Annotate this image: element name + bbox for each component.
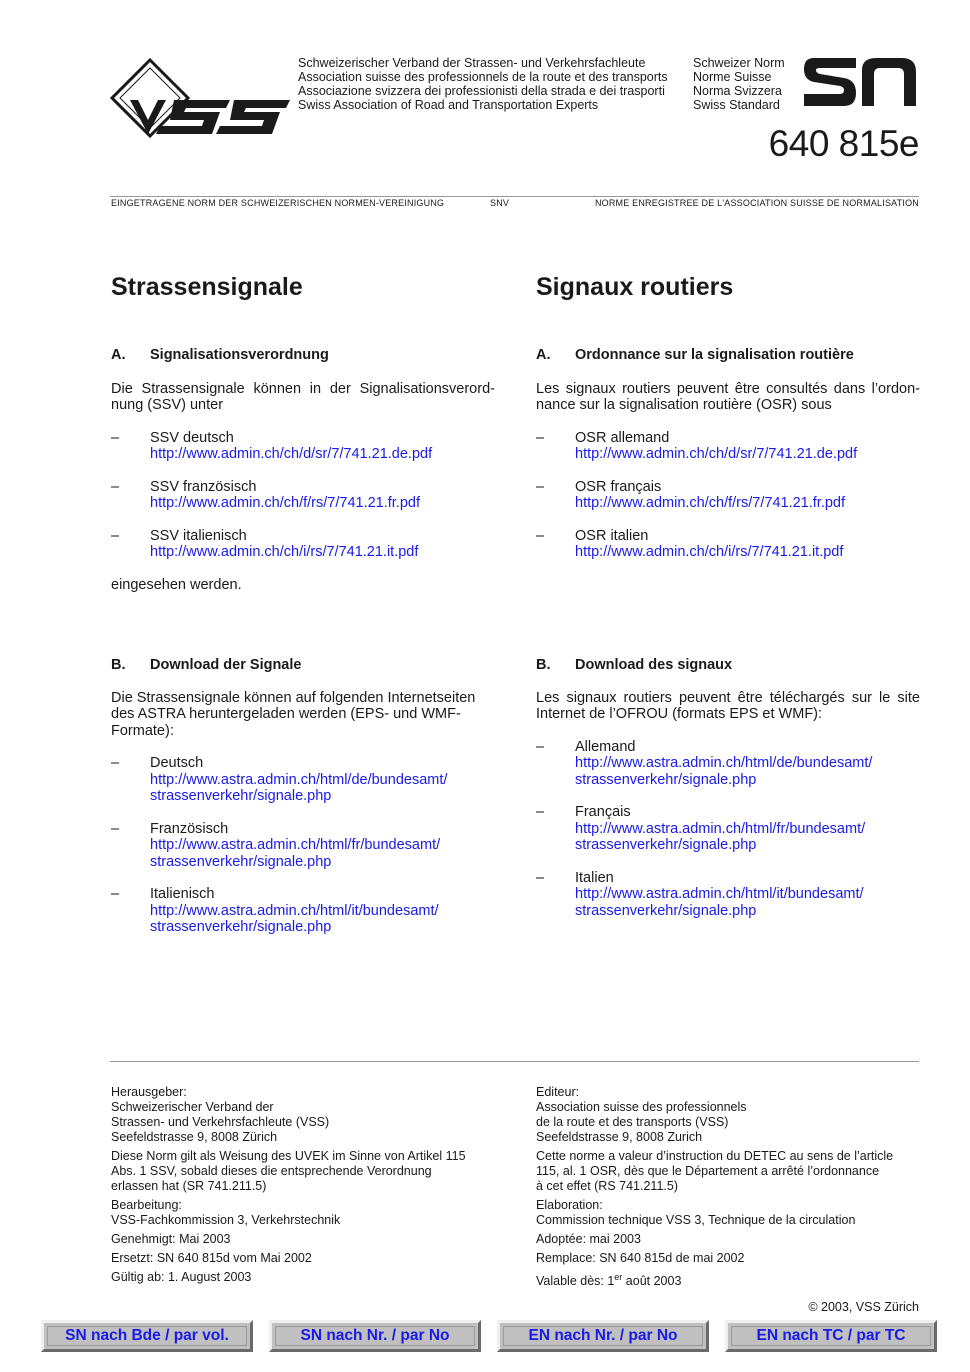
section-number: B. — [536, 657, 551, 673]
list-item — [536, 804, 920, 854]
approved-line: Genehmigt: Mai 2003 — [111, 1232, 231, 1246]
item-label: OSR allemand — [575, 429, 670, 446]
section-title: Signalisationsverordnung — [150, 347, 329, 363]
footer-right — [536, 1085, 920, 1293]
astra-link[interactable]: http://www.astra.admin.ch/html/de/bundesamt/ — [575, 755, 873, 771]
registration-line — [111, 198, 919, 208]
right-title: Signaux routiers — [536, 273, 734, 301]
norm-line: Swiss Standard — [693, 98, 780, 112]
norm-names — [693, 56, 785, 112]
section-outro: eingesehen werden. — [111, 576, 242, 593]
footer-line: Diese Norm gilt als Weisung des UVEK im Sinne von Artikel 115 — [111, 1149, 466, 1163]
section-heading — [536, 347, 920, 364]
right-section-b — [536, 657, 920, 919]
section-heading — [111, 657, 495, 674]
nav-en-by-tc-button[interactable]: EN nach TC / par TC — [725, 1320, 937, 1352]
astra-link-cont[interactable]: strassenverkehr/signale.php — [150, 919, 332, 935]
astra-link-cont[interactable]: strassenverkehr/signale.php — [575, 771, 757, 788]
section-intro: Les signaux routiers peuvent être téléchargés sur le site Internet de l’OFROU (formats EPS et WMF): — [536, 689, 920, 722]
norm-line: Norma Svizzera — [693, 84, 782, 98]
footer-line: Seefeldstrasse 9, 8008 Zürich — [111, 1130, 278, 1144]
list-item — [536, 430, 920, 463]
dash: – — [536, 738, 545, 755]
footer-line: VSS-Fachkommission 3, Verkehrstechnik — [111, 1213, 341, 1227]
section-heading — [536, 657, 920, 674]
item-label: Italien — [575, 869, 614, 886]
footer-left — [111, 1085, 481, 1289]
association-line: Association suisse des professionnels de la route et des transports — [298, 70, 668, 84]
footer-line: à cet effet (RS 741.211.5) — [536, 1179, 678, 1193]
dash: – — [536, 478, 545, 495]
vss-logo — [108, 56, 292, 147]
nav-en-by-number-button[interactable]: EN nach Nr. / par No — [497, 1320, 709, 1352]
astra-link[interactable]: http://www.astra.admin.ch/html/it/bundesamt/ — [150, 902, 439, 919]
association-line: Associazione svizzera dei professionisti della strada e dei trasporti — [298, 84, 665, 98]
item-label: SSV französisch — [150, 478, 257, 495]
right-section-a — [536, 347, 920, 561]
footer-line: Association suisse des professionnels — [536, 1100, 747, 1114]
pdf-link[interactable]: http://www.admin.ch/ch/i/rs/7/741.21.it.pdf — [150, 544, 419, 560]
norm-line: Norme Suisse — [693, 70, 772, 84]
dash: – — [111, 527, 120, 544]
astra-link-cont[interactable]: strassenverkehr/signale.php — [150, 788, 332, 804]
item-label: SSV italienisch — [150, 527, 247, 544]
registration-left: EINGETRAGENE NORM DER SCHWEIZERISCHEN NORMEN-VEREINIGUNG — [111, 198, 445, 208]
footer-line: de la route et des transports (VSS) — [536, 1115, 729, 1129]
right-title-block — [536, 272, 920, 302]
item-label: Französisch — [150, 820, 229, 837]
sn-logo — [802, 56, 920, 113]
valid-suffix: août 2003 — [622, 1274, 682, 1289]
dash: – — [111, 886, 120, 902]
directive-block — [111, 1149, 481, 1194]
nav-sn-by-number-button[interactable]: SN nach Nr. / par No — [269, 1320, 481, 1352]
item-label: Deutsch — [150, 755, 204, 771]
valid-line: Gültig ab: 1. August 2003 — [111, 1270, 252, 1284]
dash: – — [111, 820, 120, 837]
dash: – — [536, 804, 545, 820]
nav-sn-by-volume-button[interactable]: SN nach Bde / par vol. — [41, 1320, 253, 1352]
left-title-block — [111, 272, 495, 302]
section-intro: Die Strassensignale können in der Signalisationsverordnung (SSV) unter — [111, 380, 495, 413]
section-number: A. — [536, 347, 551, 363]
valid-line — [536, 1270, 920, 1289]
pdf-link[interactable]: http://www.admin.ch/ch/i/rs/7/741.21.it.pdf — [575, 544, 844, 560]
publisher-block — [111, 1085, 481, 1145]
directive-block — [536, 1149, 920, 1194]
astra-link[interactable]: http://www.astra.admin.ch/html/fr/bundesamt/ — [150, 837, 441, 853]
valid-sup: er — [614, 1272, 623, 1282]
footer-line: Editeur: — [536, 1085, 580, 1099]
footer-line: 115, al. 1 OSR, dès que le Département a arrêté l’ordonnance — [536, 1164, 880, 1178]
footer-line: Seefeldstrasse 9, 8008 Zurich — [536, 1130, 703, 1144]
list-item — [536, 479, 920, 512]
dash: – — [536, 429, 545, 446]
document-number: 640 815e — [768, 123, 919, 164]
dash: – — [111, 478, 120, 495]
association-names — [298, 56, 668, 112]
section-intro: Die Strassensignale können auf folgenden Internetseiten des ASTRA heruntergeladen werden (EPS- und WMF-Formate): — [111, 689, 476, 739]
section-intro: Les signaux routiers peuvent être consultés dans l’ordonnance sur la signalisation routière (OSR) sous — [536, 380, 920, 413]
pdf-link[interactable]: http://www.admin.ch/ch/d/sr/7/741.21.de.pdf — [150, 446, 433, 462]
astra-link-cont[interactable]: strassenverkehr/signale.php — [575, 902, 757, 919]
dash: – — [111, 755, 120, 771]
list-item — [111, 430, 495, 463]
header-rule — [110, 196, 919, 197]
list-item — [111, 528, 495, 561]
pdf-link[interactable]: http://www.admin.ch/ch/f/rs/7/741.21.fr.pdf — [575, 495, 845, 511]
replaces-line: Remplace: SN 640 815d de mai 2002 — [536, 1251, 745, 1265]
footer-line: Cette norme a valeur d’instruction du DETEC au sens de l’article — [536, 1149, 894, 1163]
footer-line: Schweizerischer Verband der — [111, 1100, 274, 1114]
astra-link[interactable]: http://www.astra.admin.ch/html/it/bundesamt/ — [575, 886, 864, 902]
editing-block — [111, 1198, 481, 1228]
dash: – — [111, 429, 120, 446]
dash: – — [536, 869, 545, 886]
item-label: Italienisch — [150, 886, 215, 902]
pdf-link[interactable]: http://www.admin.ch/ch/f/rs/7/741.21.fr.pdf — [150, 495, 420, 511]
publisher-block — [536, 1085, 920, 1145]
dash: – — [536, 527, 545, 544]
list-item — [111, 755, 495, 805]
astra-link-cont[interactable]: strassenverkehr/signale.php — [150, 853, 332, 870]
registration-mid: SNV — [490, 198, 510, 208]
footer-line: Commission technique VSS 3, Technique de la circulation — [536, 1213, 856, 1227]
item-label: OSR français — [575, 478, 662, 495]
item-label: OSR italien — [575, 527, 649, 544]
registration-right: NORME ENREGISTREE DE L'ASSOCIATION SUISSE DE NORMALISATION — [594, 198, 919, 208]
section-heading — [111, 347, 495, 364]
list-item — [111, 886, 495, 936]
footer-line: erlassen hat (SR 741.211.5) — [111, 1179, 267, 1193]
footer-line: Bearbeitung: — [111, 1198, 182, 1212]
item-label: SSV deutsch — [150, 429, 234, 446]
editing-block — [536, 1198, 920, 1228]
footer-line: Abs. 1 SSV, sobald dieses die entsprechende Verordnung — [111, 1164, 432, 1178]
copyright: © 2003, VSS Zürich — [808, 1300, 919, 1314]
list-item — [111, 821, 495, 871]
footer-line: Elaboration: — [536, 1198, 603, 1212]
valid-prefix: Valable dès: 1 — [536, 1274, 615, 1289]
astra-link[interactable]: http://www.astra.admin.ch/html/fr/bundesamt/ — [575, 820, 866, 837]
list-item — [111, 479, 495, 512]
list-item — [536, 528, 920, 561]
footer-line: Herausgeber: — [111, 1085, 187, 1099]
section-title: Ordonnance sur la signalisation routière — [575, 347, 854, 363]
section-number: B. — [111, 657, 126, 673]
item-label: Français — [575, 804, 631, 820]
section-title: Download des signaux — [575, 657, 733, 673]
approved-line: Adoptée: mai 2003 — [536, 1232, 641, 1246]
left-section-a — [111, 347, 495, 593]
section-number: A. — [111, 347, 126, 363]
astra-link-cont[interactable]: strassenverkehr/signale.php — [575, 837, 757, 853]
norm-line: Schweizer Norm — [693, 56, 785, 70]
association-line: Swiss Association of Road and Transportation Experts — [298, 98, 599, 112]
association-line: Schweizerischer Verband der Strassen- und Verkehrsfachleute — [298, 56, 646, 70]
section-title: Download der Signale — [150, 657, 302, 673]
item-label: Allemand — [575, 738, 636, 755]
replaces-line: Ersetzt: SN 640 815d vom Mai 2002 — [111, 1251, 312, 1265]
pdf-link[interactable]: http://www.admin.ch/ch/d/sr/7/741.21.de.pdf — [575, 446, 858, 462]
left-title: Strassensignale — [111, 273, 303, 301]
footer-line: Strassen- und Verkehrsfachleute (VSS) — [111, 1115, 330, 1129]
astra-link[interactable]: http://www.astra.admin.ch/html/de/bundesamt/ — [150, 771, 448, 788]
list-item — [536, 870, 920, 920]
footer-rule — [110, 1061, 919, 1062]
list-item — [536, 739, 920, 789]
left-section-b — [111, 657, 495, 936]
